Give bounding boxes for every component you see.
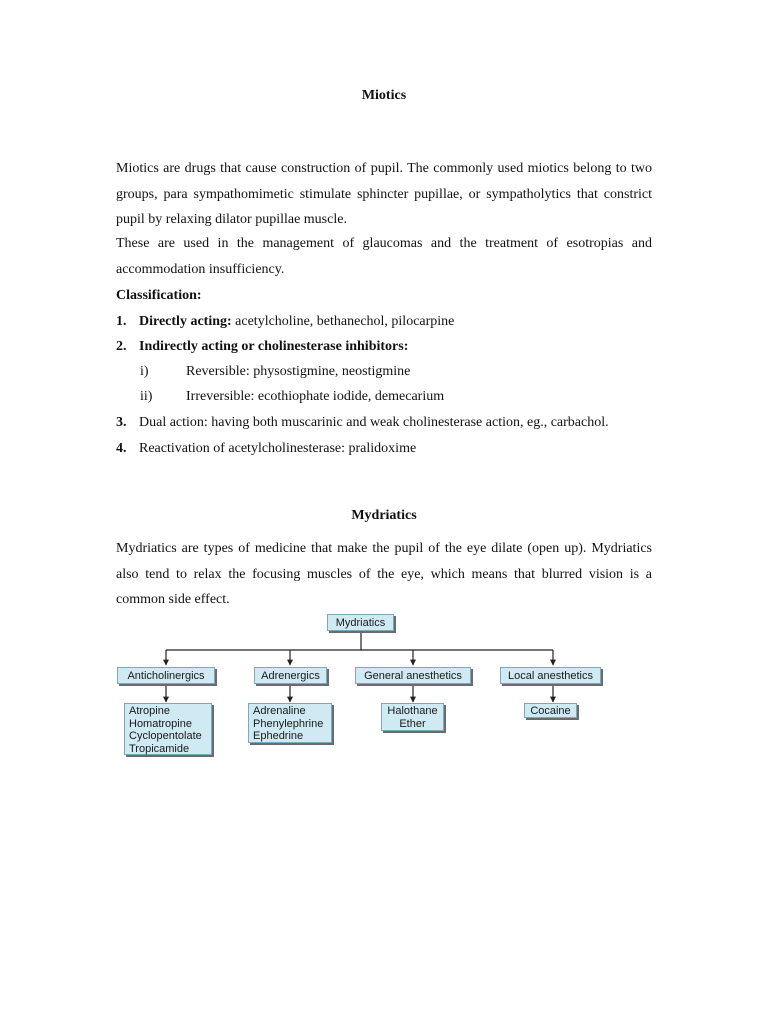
item-number: 1.: [116, 314, 127, 329]
drug-box-local-anesthetics: [524, 703, 577, 718]
classification-subitem-1: [140, 363, 410, 381]
drug-box-adrenergics: [248, 703, 332, 743]
subitem-number: i): [140, 364, 149, 379]
subitem-text: Irreversible: ecothiophate iodide, demecarium: [186, 389, 445, 404]
classification-item-4: [116, 440, 416, 458]
classification-heading: [116, 287, 202, 305]
item-text: Reactivation of acetylcholinesterase: pralidoxime: [139, 441, 417, 456]
drug-name: Halothane: [387, 705, 438, 717]
subitem-text: Reversible: physostigmine, neostigmine: [186, 364, 411, 379]
category-box-anticholinergics: Anticholinergics: [117, 667, 215, 684]
drug-name: Ether: [399, 717, 426, 730]
drug-name: Cyclopentolate: [129, 730, 202, 742]
miotics-paragraph-1: Miotics are drugs that cause construction of pupil. The commonly used miotics belong to two groups, para sympathomimetic stimulate sphincter pupillae, or sympatholytics that constrict pupil by relaxing dilator pupillae muscle.: [116, 161, 652, 227]
category-box-general-anesthetics: General anesthetics: [355, 667, 471, 684]
drug-name: Phenylephrine: [253, 717, 324, 730]
drug-name: Cocaine: [530, 705, 571, 717]
classification-label: Classification:: [116, 288, 202, 303]
category-box-adrenergics: Adrenergics: [254, 667, 327, 684]
item-number: 4.: [116, 441, 127, 456]
miotics-paragraph-2: These are used in the management of glaucomas and the treatment of esotropias and accommodation insufficiency.: [116, 236, 652, 277]
drug-name: Tropicamide: [129, 742, 190, 755]
mydriatics-title: Mydriatics: [351, 508, 417, 523]
item-bold-label: Indirectly acting or cholinesterase inhibitors:: [139, 339, 409, 354]
item-number: 3.: [116, 415, 127, 430]
classification-item-2: [116, 338, 408, 356]
diagram-root-box: Mydriatics: [327, 614, 394, 631]
drug-name: Adrenaline: [253, 705, 306, 717]
drug-name: Ephedrine: [253, 730, 304, 742]
drug-box-anticholinergics: [124, 703, 212, 755]
drug-name: Atropine: [129, 705, 170, 717]
mydriatics-paragraph: Mydriatics are types of medicine that make the pupil of the eye dilate (open up). Mydriatics also tend to relax the focusing muscles of the eye, which means that blurred vision is a common side effect.: [116, 541, 652, 607]
classification-item-1: [116, 313, 454, 331]
item-number: 2.: [116, 339, 127, 354]
classification-item-3: [116, 414, 609, 432]
miotics-title: Miotics: [361, 88, 407, 103]
drug-box-general-anesthetics: [381, 703, 444, 731]
item-bold-label: Directly acting:: [139, 314, 232, 329]
classification-subitem-2: [140, 388, 444, 406]
item-text: Dual action: having both muscarinic and weak cholinesterase action, eg., carbachol.: [139, 415, 609, 430]
category-box-local-anesthetics: Local anesthetics: [500, 667, 601, 684]
drug-name: Homatropine: [129, 717, 192, 730]
subitem-number: ii): [140, 389, 153, 404]
item-text: acetylcholine, bethanechol, pilocarpine: [231, 314, 455, 329]
